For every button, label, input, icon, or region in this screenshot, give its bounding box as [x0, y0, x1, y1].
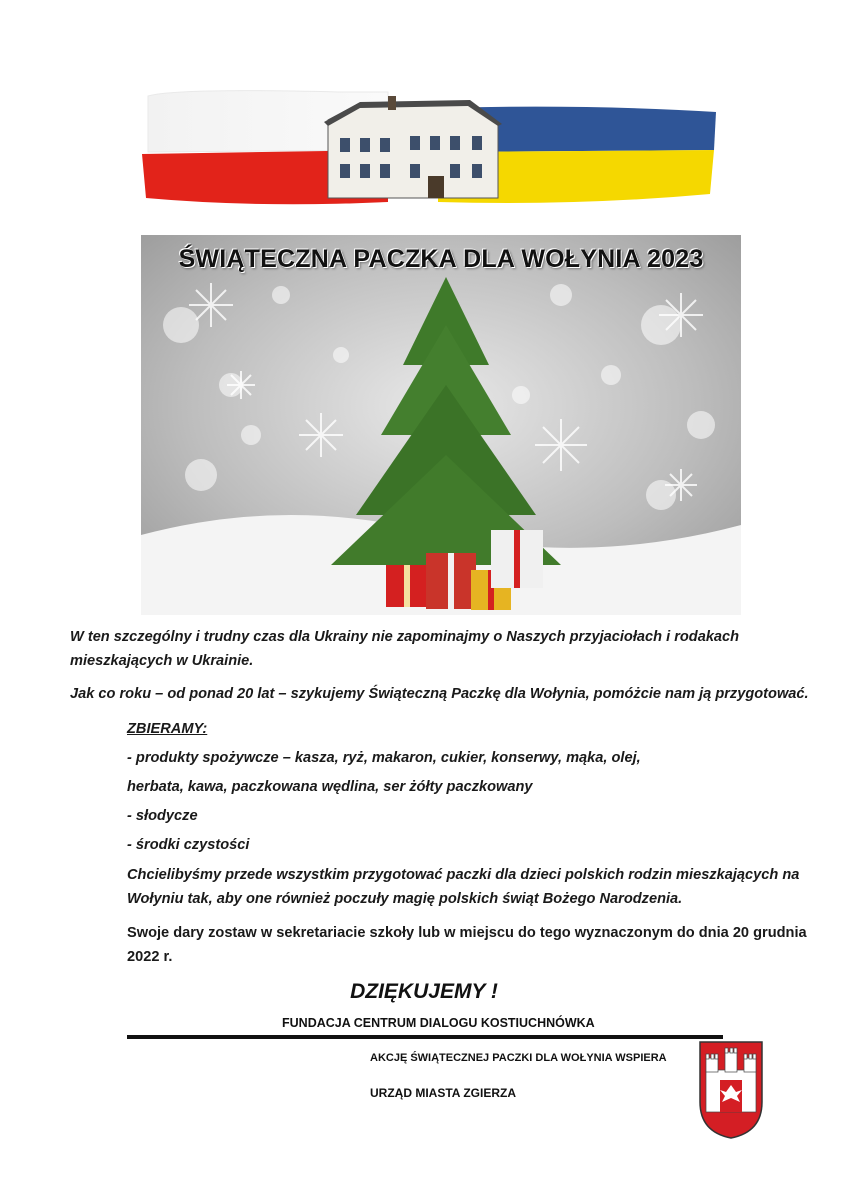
support-note: AKCJĘ ŚWIĄTECZNEJ PACZKI DLA WOŁYNIA WSPIERA	[370, 1052, 667, 1064]
list-item: - produkty spożywcze – kasza, ryż, makaron, cukier, konserwy, mąka, olej,	[127, 750, 641, 766]
intro-line-2: mieszkających w Ukrainie.	[70, 653, 254, 669]
flags-building-banner	[138, 78, 718, 218]
wish-line-1: Chcielibyśmy przede wszystkim przygotować paczki dla dzieci polskich rodzin mieszkających na	[127, 867, 800, 883]
wish-line-2: Wołyniu tak, aby one również poczuły magię polskich świąt Bożego Narodzenia.	[127, 891, 683, 907]
list-item: - środki czystości	[127, 837, 250, 853]
school-building	[324, 96, 502, 198]
christmas-tree-image	[141, 235, 741, 615]
collect-heading: ZBIERAMY:	[127, 721, 208, 737]
divider	[127, 1035, 723, 1039]
zgierz-coat-of-arms-icon	[698, 1040, 764, 1140]
intro-line-3: Jak co roku – od ponad 20 lat – szykujemy Świąteczną Paczkę dla Wołynia, pomóżcie nam ją przygotować.	[70, 686, 809, 702]
intro-line-1: W ten szczególny i trudny czas dla Ukrainy nie zapominajmy o Naszych przyjaciołach i rodakach	[70, 629, 740, 645]
list-item: - słodycze	[127, 808, 198, 824]
office-name: URZĄD MIASTA ZGIERZA	[370, 1086, 516, 1100]
page-title: ŚWIĄTECZNA PACZKA DLA WOŁYNIA 2023	[178, 245, 704, 273]
drop-line-2: 2022 r.	[127, 949, 173, 965]
foundation-name: FUNDACJA CENTRUM DIALOGU KOSTIUCHNÓWKA	[282, 1016, 595, 1030]
list-item: herbata, kawa, paczkowana wędlina, ser żółty paczkowany	[127, 779, 533, 795]
drop-line-1: Swoje dary zostaw w sekretariacie szkoły lub w miejscu do tego wyznaczonym do dnia 20 grudnia	[127, 925, 807, 941]
thanks-heading: DZIĘKUJEMY !	[350, 980, 498, 1003]
